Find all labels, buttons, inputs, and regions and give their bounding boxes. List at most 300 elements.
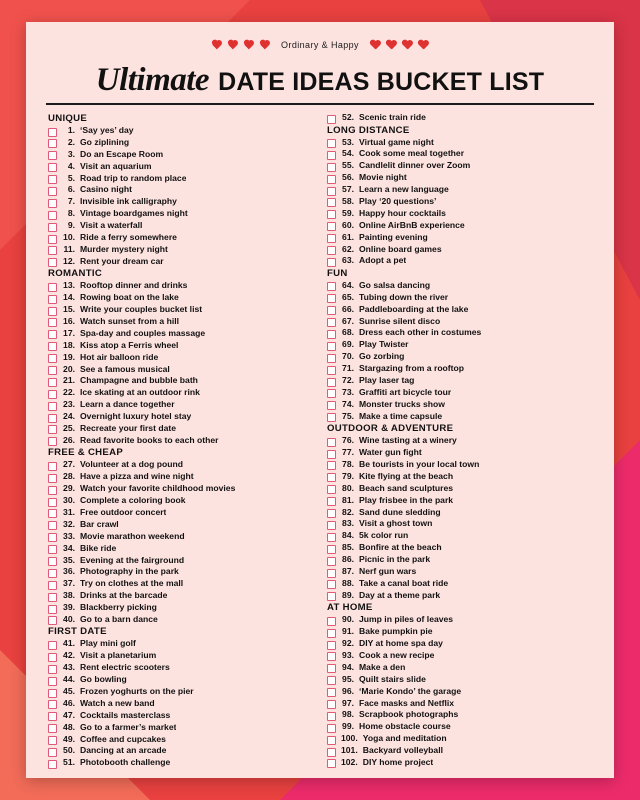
checklist-item[interactable] <box>327 148 592 160</box>
checkbox[interactable] <box>48 139 57 148</box>
checkbox[interactable] <box>327 485 336 494</box>
checklist-item[interactable] <box>48 352 313 364</box>
item-label: Play laser tag <box>359 375 415 386</box>
checklist-item[interactable] <box>48 316 313 328</box>
checklist-item[interactable] <box>327 435 592 447</box>
checkbox[interactable] <box>327 318 336 327</box>
checkbox[interactable] <box>327 592 336 601</box>
checklist-item[interactable] <box>327 686 592 698</box>
checklist-item[interactable] <box>327 662 592 674</box>
checkbox[interactable] <box>327 258 336 267</box>
item-number: 51. <box>63 757 75 768</box>
checklist-item[interactable] <box>48 387 313 399</box>
checkbox[interactable] <box>48 283 57 292</box>
checkbox[interactable] <box>48 402 57 411</box>
checklist-item[interactable] <box>48 161 313 173</box>
checkbox[interactable] <box>327 222 336 231</box>
checkbox[interactable] <box>48 593 57 602</box>
checkbox[interactable] <box>48 414 57 423</box>
checkbox[interactable] <box>48 545 57 554</box>
checkbox[interactable] <box>48 246 57 255</box>
item-number: 46. <box>63 697 75 708</box>
category-heading: UNIQUE <box>48 113 88 124</box>
checklist-item[interactable] <box>48 674 313 686</box>
item-number: 39. <box>63 602 75 613</box>
checkbox[interactable] <box>48 318 57 327</box>
checkbox[interactable] <box>327 175 336 184</box>
checkbox[interactable] <box>48 498 57 507</box>
item-number: 102. <box>341 756 358 767</box>
checklist-item[interactable] <box>327 614 592 626</box>
checklist-item[interactable] <box>327 674 592 686</box>
checkbox[interactable] <box>327 545 336 554</box>
item-label: Dancing at an arcade <box>80 745 167 756</box>
checklist-item[interactable] <box>48 471 313 483</box>
checkbox[interactable] <box>48 425 57 434</box>
item-number: 42. <box>63 650 75 661</box>
category-heading: FIRST DATE <box>48 626 107 638</box>
item-label: Stargazing from a rooftop <box>359 363 465 374</box>
item-number: 37. <box>63 578 75 589</box>
checkbox[interactable] <box>48 330 57 339</box>
checkbox[interactable] <box>327 688 336 697</box>
item-number: 64. <box>342 279 354 290</box>
item-label: Be tourists in your local town <box>359 458 480 469</box>
checkbox[interactable] <box>48 462 57 471</box>
checkbox[interactable] <box>327 306 336 315</box>
item-number: 92. <box>342 638 354 649</box>
checkbox[interactable] <box>327 151 336 160</box>
checklist-item[interactable] <box>48 375 313 387</box>
checkbox[interactable] <box>327 748 336 757</box>
checklist-item[interactable] <box>327 112 592 124</box>
checklist-item[interactable] <box>48 698 313 710</box>
item-label: Nerf gun wars <box>359 566 417 576</box>
checklist-item[interactable] <box>327 733 592 745</box>
checkbox[interactable] <box>327 450 336 459</box>
checklist-item[interactable] <box>48 638 313 650</box>
item-label: Vintage boardgames night <box>80 208 188 219</box>
checkbox[interactable] <box>327 378 336 387</box>
item-label: Coffee and cupcakes <box>80 733 166 744</box>
checkbox[interactable] <box>48 175 57 184</box>
checklist-item[interactable] <box>48 364 313 376</box>
checklist-item[interactable] <box>327 638 592 650</box>
checklist-item[interactable] <box>48 125 313 137</box>
item-label: Painting evening <box>359 231 428 242</box>
checklist-item[interactable] <box>48 256 313 268</box>
checklist-item[interactable] <box>327 471 592 483</box>
checkbox[interactable] <box>48 712 57 721</box>
item-label: Beach sand sculptures <box>359 482 454 493</box>
checkbox[interactable] <box>327 641 336 650</box>
checklist-item[interactable] <box>48 495 313 507</box>
item-label: Watch sunset from a hill <box>80 315 179 326</box>
checklist-item[interactable] <box>327 483 592 495</box>
checkbox[interactable] <box>48 366 57 375</box>
item-number: 36. <box>63 566 75 577</box>
checklist-item[interactable] <box>48 757 313 769</box>
checkbox[interactable] <box>48 390 57 399</box>
checkbox[interactable] <box>327 198 336 207</box>
checkbox[interactable] <box>48 151 57 160</box>
checklist-item[interactable] <box>48 722 313 734</box>
checkbox[interactable] <box>48 437 57 446</box>
checklist-item[interactable] <box>327 554 592 566</box>
checklist-item[interactable] <box>327 137 592 149</box>
checklist-item[interactable] <box>327 339 592 351</box>
checkbox[interactable] <box>327 330 336 339</box>
category-heading: OUTDOOR & ADVENTURE <box>327 423 454 435</box>
checklist-item[interactable] <box>48 173 313 185</box>
item-label: Go to a farmer’s market <box>80 721 177 732</box>
item-number: 90. <box>342 614 354 625</box>
item-label: Movie marathon weekend <box>80 530 185 541</box>
checklist-item[interactable] <box>48 208 313 220</box>
item-number: 63. <box>342 255 354 266</box>
checkbox[interactable] <box>48 521 57 530</box>
item-number: 94. <box>342 661 354 672</box>
printable-sheet <box>26 22 614 778</box>
checklist-item[interactable] <box>48 220 313 232</box>
checkbox[interactable] <box>327 115 336 124</box>
item-label: Scrapbook photographs <box>359 709 459 720</box>
checklist-item[interactable] <box>48 745 313 757</box>
item-label: Visit a waterfall <box>80 220 143 231</box>
checkbox[interactable] <box>48 258 57 267</box>
checklist-item[interactable] <box>327 709 592 721</box>
item-label: Do an Escape Room <box>80 148 164 159</box>
checkbox[interactable] <box>327 617 336 626</box>
checklist-item[interactable] <box>327 304 592 316</box>
checklist-item[interactable] <box>327 590 592 602</box>
checkbox[interactable] <box>327 461 336 470</box>
checkbox[interactable] <box>327 139 336 148</box>
checkbox[interactable] <box>48 689 57 698</box>
checkbox[interactable] <box>327 759 336 768</box>
checklist-item[interactable] <box>48 435 313 447</box>
checklist-item[interactable] <box>48 459 313 471</box>
checkbox[interactable] <box>48 378 57 387</box>
checkbox[interactable] <box>327 234 336 243</box>
checkbox[interactable] <box>48 724 57 733</box>
item-number: 65. <box>342 291 354 302</box>
item-number: 10. <box>63 232 75 243</box>
item-number: 67. <box>342 315 354 326</box>
checklist-item[interactable] <box>327 698 592 710</box>
checklist-item[interactable] <box>48 304 313 316</box>
item-label: 5k color run <box>359 530 409 541</box>
item-label: Road trip to random place <box>80 172 187 183</box>
checklist-item[interactable] <box>48 328 313 340</box>
checkbox[interactable] <box>327 342 336 351</box>
checkbox[interactable] <box>327 294 336 303</box>
checklist-item[interactable] <box>48 519 313 531</box>
checklist-item[interactable] <box>48 734 313 746</box>
checkbox[interactable] <box>48 509 57 518</box>
checkbox[interactable] <box>48 235 57 244</box>
checklist-item[interactable] <box>48 566 313 578</box>
checkbox[interactable] <box>48 665 57 674</box>
checklist-item[interactable] <box>327 208 592 220</box>
checklist-item[interactable] <box>327 447 592 459</box>
checkbox[interactable] <box>327 366 336 375</box>
item-number: 44. <box>63 674 75 685</box>
item-number: 61. <box>342 231 354 242</box>
item-number: 100. <box>341 733 358 744</box>
checkbox[interactable] <box>48 307 57 316</box>
item-label: Virtual game night <box>359 136 434 147</box>
item-number: 71. <box>342 363 354 374</box>
checklist-item[interactable] <box>327 327 592 339</box>
checkbox[interactable] <box>327 389 336 398</box>
item-label: Rent your dream car <box>80 255 164 266</box>
checklist-item[interactable] <box>327 745 592 757</box>
checkbox[interactable] <box>327 521 336 530</box>
checkbox[interactable] <box>327 652 336 661</box>
checkbox[interactable] <box>327 676 336 685</box>
item-label: Complete a coloring book <box>80 495 186 506</box>
checklist-item[interactable] <box>327 399 592 411</box>
category-heading: LONG DISTANCE <box>327 124 410 136</box>
item-number: 41. <box>63 638 75 649</box>
item-label: Have a pizza and wine night <box>80 471 194 482</box>
item-number: 43. <box>63 662 75 673</box>
checklist-item[interactable] <box>327 542 592 554</box>
item-label: Kiss atop a Ferris wheel <box>80 339 179 350</box>
checkbox[interactable] <box>48 199 57 208</box>
item-number: 7. <box>67 196 75 207</box>
checklist-item[interactable] <box>327 244 592 256</box>
item-number: 78. <box>342 458 354 469</box>
heart-icon <box>370 40 381 50</box>
checkbox[interactable] <box>48 569 57 578</box>
item-label: Play mini golf <box>80 638 136 649</box>
item-label: Hot air balloon ride <box>80 351 159 362</box>
item-label: Happy hour cocktails <box>359 207 446 218</box>
checklist-item[interactable] <box>327 578 592 590</box>
item-number: 48. <box>63 721 75 732</box>
checkbox[interactable] <box>327 401 336 410</box>
header-heart-row <box>44 22 596 62</box>
checklist-item[interactable] <box>327 196 592 208</box>
checklist-item[interactable] <box>48 578 313 590</box>
checkbox[interactable] <box>48 653 57 662</box>
item-number: 98. <box>342 709 354 720</box>
checkbox[interactable] <box>48 354 57 363</box>
checklist-item[interactable] <box>327 757 592 769</box>
checkbox[interactable] <box>48 533 57 542</box>
checklist-item[interactable] <box>48 292 313 304</box>
checkbox[interactable] <box>48 748 57 757</box>
checklist-item[interactable] <box>327 363 592 375</box>
checkbox[interactable] <box>48 486 57 495</box>
checkbox[interactable] <box>327 210 336 219</box>
checkbox[interactable] <box>48 223 57 232</box>
checkbox[interactable] <box>327 664 336 673</box>
checkbox[interactable] <box>48 163 57 172</box>
checkbox[interactable] <box>48 474 57 483</box>
checklist-item[interactable] <box>327 507 592 519</box>
item-number: 62. <box>342 243 354 254</box>
checkbox[interactable] <box>48 128 57 137</box>
item-number: 96. <box>342 685 354 696</box>
checkbox[interactable] <box>48 605 57 614</box>
checklist-item[interactable] <box>327 518 592 530</box>
checklist-item[interactable] <box>48 507 313 519</box>
item-number: 19. <box>63 351 75 362</box>
checklist-item[interactable] <box>327 495 592 507</box>
checklist-item[interactable] <box>48 543 313 555</box>
checklist-item[interactable] <box>48 555 313 567</box>
checkbox[interactable] <box>48 616 57 625</box>
title-script-part: Ultimate <box>95 62 210 98</box>
checkbox[interactable] <box>48 736 57 745</box>
heart-icon <box>227 40 238 50</box>
checkbox[interactable] <box>48 700 57 709</box>
item-label: Day at a theme park <box>359 589 441 600</box>
checklist-item[interactable] <box>327 387 592 399</box>
item-label: Casino night <box>80 184 133 195</box>
checklist-item[interactable] <box>48 411 313 423</box>
checklist-item[interactable] <box>48 602 313 614</box>
heart-icon <box>243 40 254 50</box>
item-number: 85. <box>342 542 354 553</box>
checkbox[interactable] <box>327 724 336 733</box>
checklist-item[interactable] <box>327 650 592 662</box>
item-label: Go salsa dancing <box>359 279 431 290</box>
checkbox[interactable] <box>327 413 336 422</box>
item-number: 27. <box>63 459 75 470</box>
checkbox[interactable] <box>327 736 336 745</box>
checklist-item[interactable] <box>48 590 313 602</box>
checklist-item[interactable] <box>48 244 313 256</box>
checkbox[interactable] <box>327 473 336 482</box>
checklist-item[interactable] <box>48 710 313 722</box>
checkbox[interactable] <box>48 295 57 304</box>
checklist-item[interactable] <box>48 483 313 495</box>
checkbox[interactable] <box>327 700 336 709</box>
item-number: 6. <box>67 184 75 195</box>
checklist-item[interactable] <box>48 184 313 196</box>
item-number: 59. <box>342 207 354 218</box>
checklist-item[interactable] <box>327 184 592 196</box>
item-number: 60. <box>342 219 354 230</box>
item-label: Candlelit dinner over Zoom <box>359 160 471 171</box>
checkbox[interactable] <box>48 641 57 650</box>
checklist-item[interactable] <box>327 721 592 733</box>
checkbox[interactable] <box>327 712 336 721</box>
checklist-item[interactable] <box>48 399 313 411</box>
title-divider <box>46 103 594 105</box>
item-number: 79. <box>342 470 354 481</box>
checkbox[interactable] <box>327 509 336 518</box>
checklist-item[interactable] <box>327 530 592 542</box>
checklist-item[interactable] <box>48 531 313 543</box>
checklist-item[interactable] <box>327 459 592 471</box>
checkbox[interactable] <box>327 163 336 172</box>
checkbox[interactable] <box>327 187 336 196</box>
checkbox[interactable] <box>327 557 336 566</box>
checklist-item[interactable] <box>327 172 592 184</box>
item-number: 66. <box>342 303 354 314</box>
checkbox[interactable] <box>48 342 57 351</box>
item-label: Cocktails masterclass <box>80 709 171 720</box>
checklist-item[interactable] <box>327 292 592 304</box>
checkbox[interactable] <box>48 760 57 769</box>
checklist-item[interactable] <box>327 626 592 638</box>
checklist-item[interactable] <box>327 375 592 387</box>
item-label: Recreate your first date <box>80 422 176 433</box>
item-label: Volunteer at a dog pound <box>80 459 183 470</box>
checkbox[interactable] <box>327 533 336 542</box>
checklist-item[interactable] <box>48 340 313 352</box>
checkbox[interactable] <box>327 497 336 506</box>
checklist-item[interactable] <box>327 220 592 232</box>
item-number: 76. <box>342 435 354 446</box>
item-label: Learn a new language <box>359 184 449 195</box>
item-number: 82. <box>342 506 354 517</box>
checklist-item[interactable] <box>327 280 592 292</box>
checklist-column <box>48 112 313 769</box>
checklist-item[interactable] <box>327 316 592 328</box>
item-number: 54. <box>342 148 354 159</box>
checkbox[interactable] <box>327 580 336 589</box>
item-label: Make a den <box>359 661 406 672</box>
checklist-item[interactable] <box>48 614 313 626</box>
category-heading: AT HOME <box>327 602 373 614</box>
item-label: Go to a barn dance <box>80 613 158 624</box>
checklist-item[interactable] <box>327 566 592 578</box>
item-number: 69. <box>342 339 354 350</box>
checklist-item[interactable] <box>327 411 592 423</box>
checklist-item[interactable] <box>48 423 313 435</box>
item-number: 97. <box>342 697 354 708</box>
checklist-item[interactable] <box>48 137 313 149</box>
checklist-item[interactable] <box>327 232 592 244</box>
heart-icon <box>211 40 222 50</box>
checkbox[interactable] <box>327 282 336 291</box>
item-label: Go ziplining <box>80 136 130 147</box>
checkbox[interactable] <box>327 438 336 447</box>
checkbox[interactable] <box>48 677 57 686</box>
checkbox[interactable] <box>327 246 336 255</box>
checklist-item[interactable] <box>48 196 313 208</box>
item-number: 25. <box>63 422 75 433</box>
checklist-item[interactable] <box>327 255 592 267</box>
checkbox[interactable] <box>327 354 336 363</box>
checklist-item[interactable] <box>48 650 313 662</box>
checkbox[interactable] <box>48 187 57 196</box>
checkbox[interactable] <box>327 629 336 638</box>
checkbox[interactable] <box>327 569 336 578</box>
checkbox[interactable] <box>48 211 57 220</box>
item-label: Scenic train ride <box>359 112 426 122</box>
checklist-item[interactable] <box>48 662 313 674</box>
checklist-item[interactable] <box>48 149 313 161</box>
item-label: Play ‘20 questions’ <box>359 195 437 206</box>
checkbox[interactable] <box>48 581 57 590</box>
checklist-item[interactable] <box>48 232 313 244</box>
item-label: Watch a new band <box>80 697 155 708</box>
checklist-item[interactable] <box>48 686 313 698</box>
item-number: 81. <box>342 494 354 505</box>
checklist-item[interactable] <box>327 351 592 363</box>
checklist-item[interactable] <box>327 160 592 172</box>
checklist-item[interactable] <box>48 280 313 292</box>
checkbox[interactable] <box>48 557 57 566</box>
item-label: Ride a ferry somewhere <box>80 232 177 243</box>
